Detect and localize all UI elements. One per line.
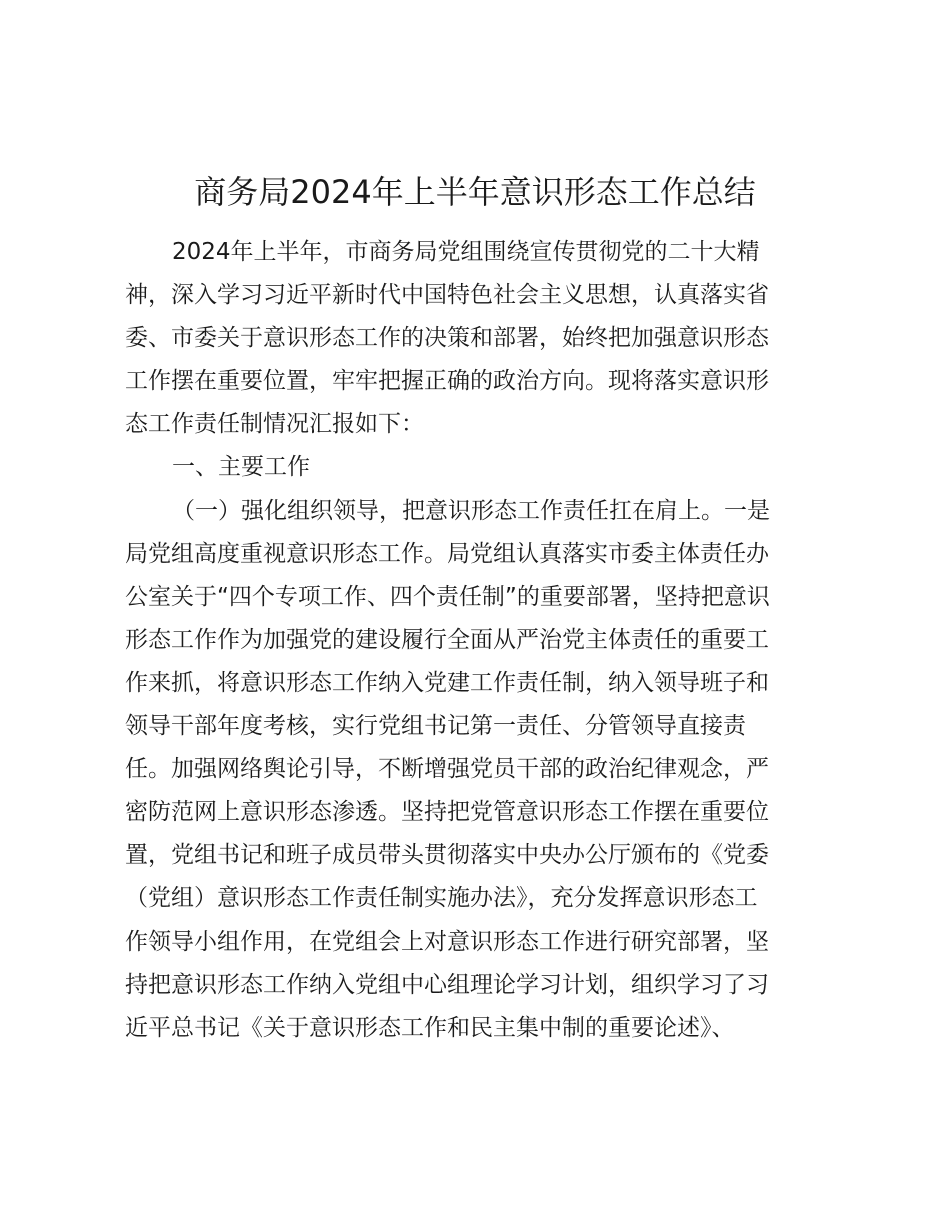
section-heading: 一、主要工作	[172, 454, 310, 481]
text-line: 作领导小组作用，在党组会上对意识形态工作进行研究部署，坚	[125, 928, 769, 955]
text-line: 态工作责任制情况汇报如下：	[125, 411, 424, 438]
text-line: 2024年上半年，市商务局党组围绕宣传贯彻党的二十大精	[172, 239, 760, 265]
text-line: 神，深入学习习近平新时代中国特色社会主义思想，认真落实省	[125, 282, 769, 309]
text-line: 置，党组书记和班子成员带头贯彻落实中央办公厅颁布的《党委	[125, 842, 769, 869]
text-line: 密防范网上意识形态渗透。坚持把党管意识形态工作摆在重要位	[125, 799, 769, 826]
text-line: 作来抓，将意识形态工作纳入党建工作责任制，纳入领导班子和	[125, 669, 769, 696]
text-line: 持把意识形态工作纳入党组中心组理论学习计划，组织学习了习	[125, 971, 769, 998]
text-line: 领导干部年度考核，实行党组书记第一责任、分管领导直接责	[125, 713, 746, 740]
text-line: 公室关于“四个专项工作、四个责任制”的重要部署，坚持把意识	[125, 583, 770, 610]
text-line: 形态工作作为加强党的建设履行全面从严治党主体责任的重要工	[125, 626, 769, 653]
document-title: 商务局2024年上半年意识形态工作总结	[194, 173, 756, 211]
text-line: 委、市委关于意识形态工作的决策和部署，始终把加强意识形态	[125, 325, 769, 352]
text-line: 近平总书记《关于意识形态工作和民主集中制的重要论述》、	[125, 1014, 735, 1041]
text-line: 局党组高度重视意识形态工作。局党组认真落实市委主体责任办	[125, 540, 769, 567]
text-line: （一）强化组织领导，把意识形态工作责任扛在肩上。一是	[172, 497, 770, 524]
text-line: 任。加强网络舆论引导，不断增强党员干部的政治纪律观念，严	[125, 756, 769, 783]
document-body	[125, 231, 825, 1050]
text-line: 工作摆在重要位置，牢牢把握正确的政治方向。现将落实意识形	[125, 368, 769, 395]
text-line: （党组）意识形态工作责任制实施办法》，充分发挥意识形态工	[125, 885, 758, 912]
